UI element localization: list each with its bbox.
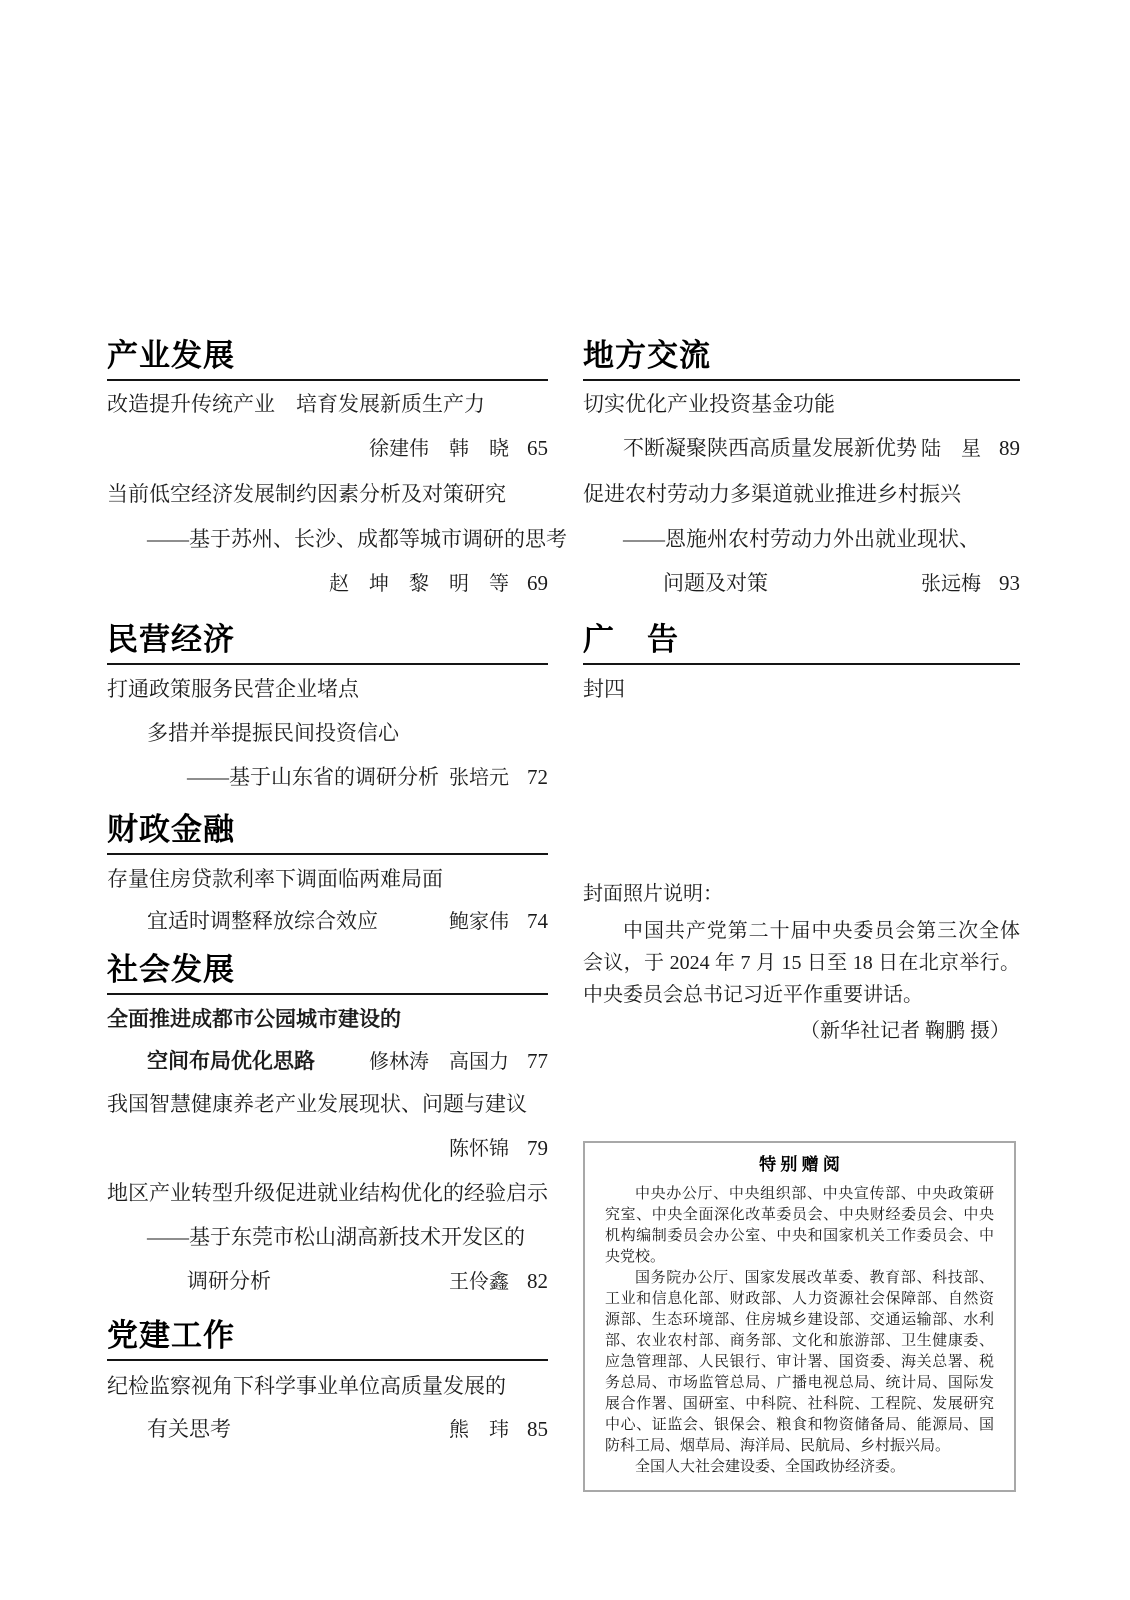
article-title-byline — [107, 1418, 548, 1440]
article-title-continued: 多措并举提振民间投资信心 — [147, 721, 399, 745]
cover-note-credit: （新华社记者 鞠鹏 摄） — [800, 1020, 1010, 1042]
article-title-continued: 宜适时调整释放综合效应 — [147, 909, 378, 933]
special-gift-box — [583, 1141, 1016, 1492]
article-page-number: 82 — [527, 1269, 548, 1293]
special-gift-paragraph-npc: 全国人大社会建设委、全国政协经济委。 — [635, 1459, 906, 1475]
article-subtitle: ——基于山东省的调研分析 — [187, 765, 439, 789]
article-authors: 张远梅 — [921, 573, 981, 595]
section-heading-social: 社会发展 — [107, 952, 548, 995]
cover-note-body: 中国共产党第二十届中央委员会第三次全体会议，于 2024 年 7 月 15 日至 18 日在北京举行。中央委员会总书记习近平作重要讲话。 — [583, 920, 1020, 1006]
article-page-number: 77 — [527, 1049, 548, 1073]
article-subtitle-continued: 问题及对策 — [663, 571, 768, 595]
toc-right-column — [583, 338, 1020, 1492]
section-heading-ads: 广 告 — [583, 622, 1020, 665]
article-authors: 王伶鑫 — [449, 1271, 509, 1293]
article-byline — [449, 1418, 548, 1441]
article-title: 全面推进成都市公园城市建设的 — [107, 1007, 401, 1031]
article-title: 改造提升传统产业 培育发展新质生产力 — [107, 392, 485, 416]
article-page-number: 79 — [527, 1136, 548, 1160]
article-authors: 鲍家伟 — [449, 911, 509, 933]
article-page-number: 65 — [527, 436, 548, 460]
article-byline — [107, 572, 548, 594]
article-page-number: 93 — [999, 571, 1020, 595]
article-title: 我国智慧健康养老产业发展现状、问题与建议 — [107, 1092, 527, 1116]
article-page-number: 72 — [527, 765, 548, 789]
article-subtitle: ——基于苏州、长沙、成都等城市调研的思考 — [147, 527, 567, 551]
article-title: 纪检监察视角下科学事业单位高质量发展的 — [107, 1374, 506, 1398]
article-byline — [449, 910, 548, 933]
article-authors: 陈怀锦 — [449, 1138, 509, 1160]
article-byline — [107, 1137, 548, 1159]
cover-note-label: 封面照片说明： — [583, 883, 723, 905]
ads-content: 封四 — [583, 677, 625, 701]
article-title: 打通政策服务民营企业堵点 — [107, 677, 359, 701]
article-authors: 陆 星 — [921, 438, 981, 460]
article-byline — [449, 1270, 548, 1293]
article-title-byline — [107, 910, 548, 932]
article-page-number: 85 — [527, 1417, 548, 1441]
article-byline — [107, 437, 548, 459]
article-subtitle-byline — [107, 766, 548, 788]
article-title-byline — [107, 1050, 548, 1072]
article-authors: 徐建伟 韩 晓 — [369, 438, 509, 460]
article-subtitle-byline — [583, 572, 1020, 594]
article-page-number: 69 — [527, 571, 548, 595]
article-authors: 熊 玮 — [449, 1419, 509, 1441]
section-heading-local-exchange: 地方交流 — [583, 338, 1020, 381]
article-authors: 赵 坤 黎 明 等 — [329, 573, 509, 595]
special-gift-title: 特 别 赠 阅 — [759, 1155, 840, 1174]
article-byline — [369, 1050, 548, 1073]
section-heading-party-building: 党建工作 — [107, 1318, 548, 1361]
article-subtitle: ——基于东莞市松山湖高新技术开发区的 — [147, 1225, 525, 1249]
article-page-number: 89 — [999, 436, 1020, 460]
article-title-continued: 不断凝聚陕西高质量发展新优势 — [623, 436, 917, 460]
section-heading-industry: 产业发展 — [107, 338, 548, 381]
toc-left-column — [107, 338, 567, 1441]
article-authors: 张培元 — [449, 767, 509, 789]
article-title-byline — [583, 437, 1020, 459]
article-subtitle-continued: 调研分析 — [187, 1269, 271, 1293]
article-page-number: 74 — [527, 909, 548, 933]
special-gift-paragraph-central: 中央办公厅、中央组织部、中央宣传部、中央政策研究室、中央全面深化改革委员会、中央财经委员会、中央机构编制委员会办公室、中央和国家机关工作委员会、中央党校。 — [605, 1186, 994, 1265]
article-subtitle-byline — [107, 1270, 548, 1292]
section-heading-finance: 财政金融 — [107, 812, 548, 855]
article-title: 当前低空经济发展制约因素分析及对策研究 — [107, 482, 506, 506]
article-title: 存量住房贷款利率下调面临两难局面 — [107, 867, 443, 891]
article-byline — [921, 437, 1020, 460]
cover-note — [583, 883, 1020, 1047]
article-subtitle: ——恩施州农村劳动力外出就业现状、 — [623, 527, 980, 551]
special-gift-paragraph-state: 国务院办公厅、国家发展改革委、教育部、科技部、工业和信息化部、财政部、人力资源社会保障部、自然资源部、生态环境部、住房城乡建设部、交通运输部、水利部、农业农村部、商务部、文化和旅游部、卫生健康委、应急管理部、人民银行、审计署、国资委、海关总署、税务总局、市场监管总局、广播电视总局、统计局、国际发展合作署、国研室、中科院、社科院、工程院、发展研究中心、证监会、银保会、粮食和物资储备局、能源局、国防科工局、烟草局、海洋局、民航局、乡村振兴局。 — [605, 1270, 994, 1454]
article-byline — [921, 572, 1020, 595]
article-byline — [449, 766, 548, 789]
article-title: 地区产业转型升级促进就业结构优化的经验启示 — [107, 1181, 548, 1205]
article-title: 切实优化产业投资基金功能 — [583, 392, 835, 416]
article-authors: 修林涛 高国力 — [369, 1051, 509, 1073]
section-heading-private-economy: 民营经济 — [107, 622, 548, 665]
article-title: 促进农村劳动力多渠道就业推进乡村振兴 — [583, 482, 961, 506]
article-title-continued: 空间布局优化思路 — [147, 1049, 315, 1073]
article-title-continued: 有关思考 — [147, 1417, 231, 1441]
